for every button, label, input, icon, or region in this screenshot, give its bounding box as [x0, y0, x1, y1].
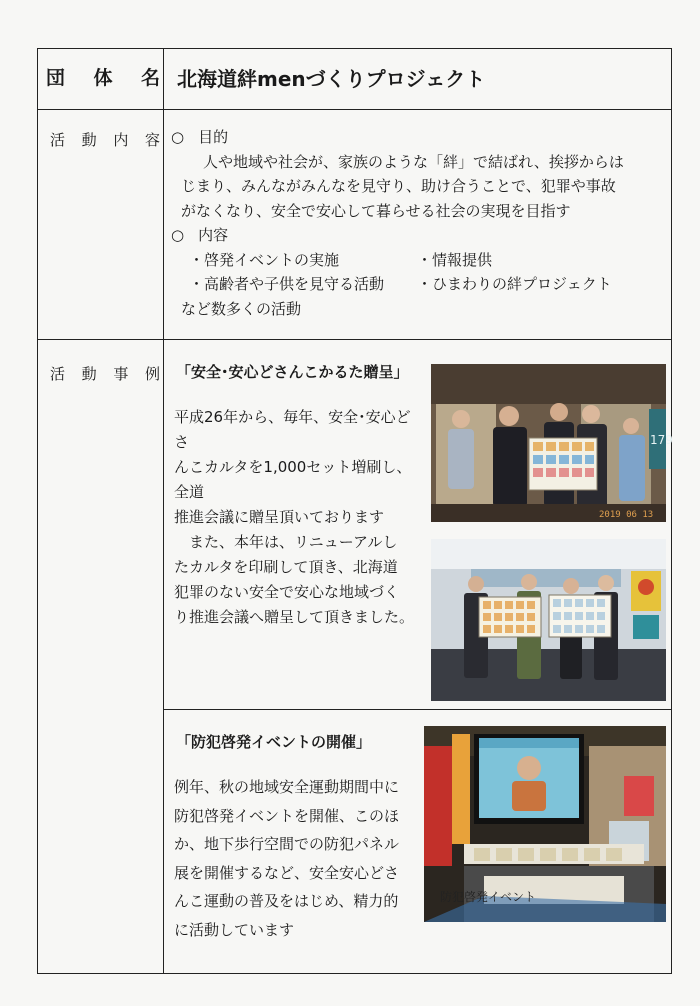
bullet-row [171, 272, 669, 297]
text-line: んこ運動の普及をはじめ、精力的 [174, 892, 399, 910]
karuta-renewal-photo [431, 539, 666, 701]
bullet-item: ・啓発イベントの実施 [189, 250, 340, 269]
examples-label-char: 活 [50, 365, 66, 383]
org-label-char: 団 [46, 67, 66, 89]
examples-label-char: 事 [113, 365, 129, 383]
text-line: 例年、秋の地域安全運動期間中に [174, 778, 400, 796]
event-section-title: 「防犯啓発イベントの開催」 [176, 733, 372, 751]
text-line: 展を開催するなど、安全安心どさ [174, 863, 400, 882]
content-tail: など数多くの活動 [181, 299, 302, 318]
bullet-item: ・情報提供 [417, 250, 493, 269]
content-heading: 内容 [198, 226, 229, 244]
activity-content [171, 125, 669, 321]
column-divider [163, 49, 164, 973]
content-heading-row [171, 223, 669, 248]
activity-label-char: 動 [81, 131, 97, 149]
text-line: か、地下歩行空間での防犯パネル [174, 835, 400, 853]
text-line: また、本年は、リニューアルし [189, 533, 398, 551]
karuta-presentation-photo [431, 364, 673, 522]
text-line: 防犯啓発イベントを開催、このほ [174, 806, 400, 825]
bullet-item: ・ひまわりの絆プロジェクト [417, 275, 612, 293]
examples-label-char: 例 [144, 365, 160, 383]
event-section-text [174, 773, 424, 944]
org-label-char: 体 [93, 67, 113, 89]
bullet-item: ・高齢者や子供を見守る活動 [189, 275, 385, 293]
org-label [46, 63, 160, 90]
activity-label-char: 容 [144, 131, 160, 149]
photo-date-stamp: 2019 06 13 [599, 510, 654, 520]
event-photo-caption: 防犯啓発イベント [440, 890, 537, 904]
circle-marker: ○ [171, 226, 185, 244]
purpose-heading-row [171, 125, 669, 150]
text-line: 推進会議に贈呈頂いております [174, 508, 385, 526]
activity-label [50, 129, 160, 150]
examples-label-char: 動 [81, 365, 97, 383]
text-line: 平成26年から、毎年、安全･安心どさ [174, 408, 411, 451]
karuta-section-title: 「安全･安心どさんこかるた贈呈」 [176, 363, 409, 381]
text-line: り推進会議へ贈呈して頂きました。 [174, 608, 415, 626]
bullet-row [171, 248, 669, 273]
purpose-line: 人や地域や社会が、家族のような「絆」で結ばれ、挨拶からは [203, 152, 624, 171]
org-name: 北海道絆menづくりプロジェクト [177, 67, 486, 91]
purpose-paragraph [171, 150, 669, 224]
text-line: に活動しています [174, 920, 295, 939]
activity-label-char: 活 [50, 131, 66, 149]
sign-number: 179 [650, 433, 673, 447]
row-divider-1 [38, 109, 671, 110]
purpose-heading: 目的 [198, 128, 229, 146]
purpose-line: がなくなり、安全で安心して暮らせる社会の実現を目指す [181, 201, 571, 220]
purpose-line: じまり、みんながみんなを見守り、助け合うことで、犯罪や事故 [181, 177, 616, 195]
examples-label [50, 363, 160, 384]
activity-label-char: 内 [113, 131, 129, 149]
text-line: んこカルタを1,000セット増刷し、全道 [174, 458, 412, 501]
org-label-char: 名 [140, 67, 160, 89]
activity-sheet [37, 48, 672, 974]
text-line: 犯罪のない安全で安心な地域づく [174, 583, 400, 601]
row-divider-3 [163, 709, 671, 710]
karuta-section-text [174, 405, 424, 630]
text-line: たカルタを印刷して頂き、北海道 [174, 558, 398, 576]
circle-marker: ○ [171, 128, 185, 146]
row-divider-2 [38, 339, 671, 340]
